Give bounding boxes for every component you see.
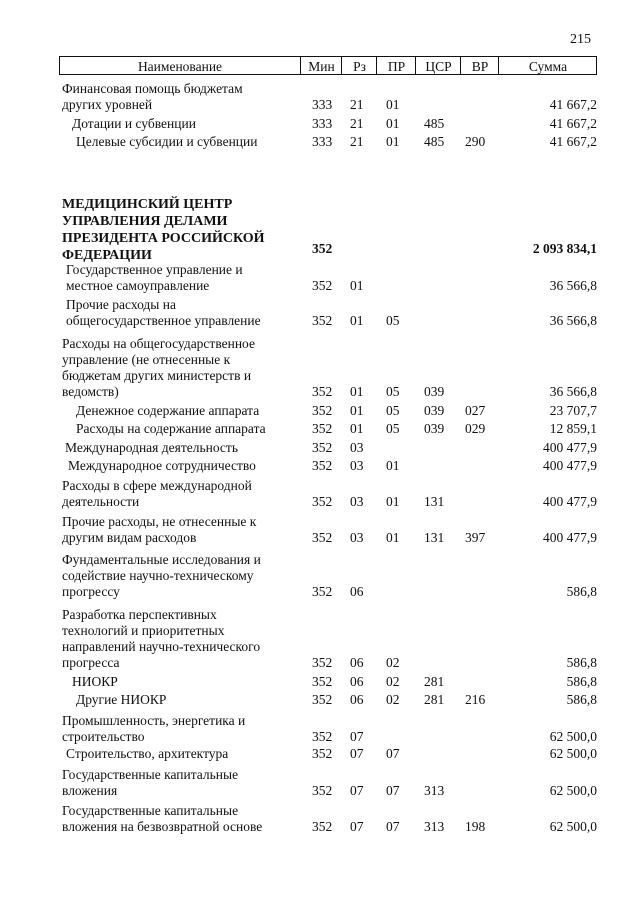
row-rz: 07 [350,783,364,798]
row-sum: 41 667,2 [549,134,597,149]
row-name: Государственное управление и местное самоуправление [66,262,243,293]
row-rz: 03 [350,440,364,455]
row-sum: 586,8 [566,584,597,599]
row-name: Промышленность, энергетика и строительство [62,713,246,744]
row-sum: 586,8 [566,655,597,670]
row-rz: 03 [350,530,364,545]
row-sum: 23 707,7 [549,403,597,418]
row-min: 333 [312,116,333,131]
header-min: Мин [300,57,342,74]
header-pr: ПР [376,57,416,74]
section-min: 352 [312,241,333,256]
row-sum: 400 477,9 [543,530,597,545]
row-pr: 05 [386,384,400,399]
row-min: 352 [312,313,333,328]
row-sum: 36 566,8 [549,313,597,328]
row-csr: 131 [424,494,445,509]
row-pr: 02 [386,692,400,707]
row-csr: 485 [424,134,445,149]
row-csr: 313 [424,819,445,834]
header-csr: ЦСР [415,57,461,74]
row-name: Расходы на содержание аппарата [76,421,266,436]
section-sum: 2 093 834,1 [532,241,597,256]
row-min: 352 [312,729,333,744]
row-sum: 62 500,0 [549,746,597,761]
row-sum: 41 667,2 [549,97,597,112]
row-min: 352 [312,458,333,473]
row-sum: 36 566,8 [549,384,597,399]
row-csr: 039 [424,421,445,436]
row-min: 352 [312,783,333,798]
row-rz: 01 [350,384,364,399]
row-sum: 62 500,0 [549,819,597,834]
row-pr: 02 [386,674,400,689]
table-header [59,56,597,75]
row-name: Разработка перспективных технологий и приоритетных направлений научно-технического прогресса [62,607,261,670]
row-pr: 07 [386,783,400,798]
row-rz: 01 [350,278,364,293]
header-sum: Сумма [498,57,597,74]
row-name: Международная деятельность [65,440,238,455]
row-rz: 01 [350,313,364,328]
row-sum: 62 500,0 [549,729,597,744]
row-rz: 03 [350,494,364,509]
row-sum: 586,8 [566,692,597,707]
row-rz: 07 [350,819,364,834]
row-pr: 02 [386,655,400,670]
row-rz: 03 [350,458,364,473]
row-csr: 039 [424,403,445,418]
row-pr: 01 [386,134,400,149]
row-sum: 400 477,9 [543,458,597,473]
row-min: 352 [312,384,333,399]
row-name: Строительство, архитектура [66,746,229,761]
row-csr: 281 [424,674,445,689]
row-name: Международное сотрудничество [68,458,256,473]
row-pr: 05 [386,421,400,436]
row-name: Дотации и субвенции [72,116,196,131]
row-vr: 198 [465,819,486,834]
row-vr: 029 [465,421,486,436]
row-rz: 07 [350,729,364,744]
row-min: 352 [312,674,333,689]
row-rz: 06 [350,584,364,599]
row-vr: 290 [465,134,486,149]
row-min: 352 [312,692,333,707]
row-min: 352 [312,403,333,418]
row-min: 352 [312,440,333,455]
row-name: Государственные капитальные вложения [62,767,239,798]
row-sum: 41 667,2 [549,116,597,131]
row-pr: 01 [386,494,400,509]
row-name: Другие НИОКР [76,692,167,707]
row-rz: 01 [350,403,364,418]
row-pr: 05 [386,403,400,418]
row-vr: 216 [465,692,486,707]
row-min: 352 [312,655,333,670]
row-min: 352 [312,421,333,436]
row-name: Прочие расходы на общегосударственное управление [66,297,261,328]
row-rz: 21 [350,134,364,149]
row-name: Расходы в сфере международной деятельности [62,478,252,509]
row-pr: 05 [386,313,400,328]
row-name: НИОКР [72,674,118,689]
row-min: 352 [312,494,333,509]
row-name: Финансовая помощь бюджетам других уровней [62,81,243,112]
row-sum: 400 477,9 [543,494,597,509]
row-min: 352 [312,746,333,761]
row-name: Расходы на общегосударственное управление (не отнесенные к бюджетам других министерств и ведомств) [62,336,255,399]
row-min: 352 [312,530,333,545]
row-name: Денежное содержание аппарата [76,403,260,418]
row-name: Целевые субсидии и субвенции [76,134,258,149]
row-rz: 06 [350,692,364,707]
row-sum: 36 566,8 [549,278,597,293]
row-min: 333 [312,97,333,112]
row-csr: 313 [424,783,445,798]
row-min: 352 [312,819,333,834]
header-name: Наименование [137,59,223,74]
row-pr: 07 [386,819,400,834]
row-rz: 21 [350,97,364,112]
row-csr: 281 [424,692,445,707]
row-pr: 07 [386,746,400,761]
row-min: 352 [312,278,333,293]
row-csr: 485 [424,116,445,131]
row-csr: 039 [424,384,445,399]
row-rz: 06 [350,655,364,670]
row-pr: 01 [386,530,400,545]
header-vr: ВР [460,57,499,74]
row-name: Фундаментальные исследования и содействие научно-техническому прогрессу [62,552,261,599]
row-sum: 400 477,9 [543,440,597,455]
header-rz: Рз [341,57,377,74]
row-sum: 586,8 [566,674,597,689]
row-csr: 131 [424,530,445,545]
row-vr: 397 [465,530,486,545]
row-vr: 027 [465,403,486,418]
row-sum: 62 500,0 [549,783,597,798]
row-pr: 01 [386,97,400,112]
row-rz: 21 [350,116,364,131]
row-pr: 01 [386,116,400,131]
row-name: Прочие расходы, не отнесенные к другим видам расходов [62,514,257,545]
row-pr: 01 [386,458,400,473]
row-name: Государственные капитальные вложения на безвозвратной основе [62,803,263,834]
section-title: МЕДИЦИНСКИЙ ЦЕНТР УПРАВЛЕНИЯ ДЕЛАМИ ПРЕЗИДЕНТА РОССИЙСКОЙ ФЕДЕРАЦИИ [62,197,265,263]
row-min: 333 [312,134,333,149]
row-rz: 01 [350,421,364,436]
row-sum: 12 859,1 [549,421,597,436]
row-rz: 07 [350,746,364,761]
page-number: 215 [570,32,591,47]
row-min: 352 [312,584,333,599]
row-rz: 06 [350,674,364,689]
